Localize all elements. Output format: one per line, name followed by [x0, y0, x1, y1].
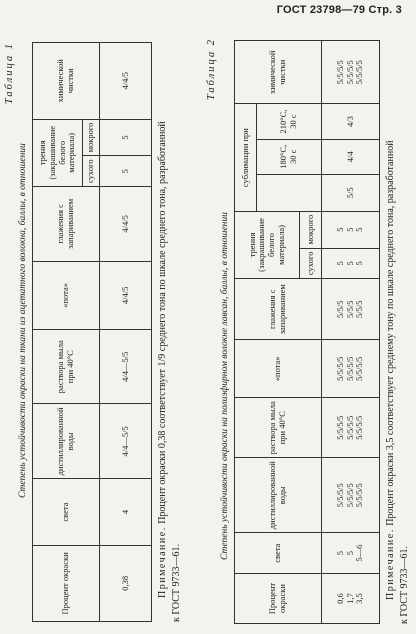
table1-head-light: света: [33, 479, 100, 545]
table1-block: [4, 38, 183, 622]
table1-head-percent: Процент окраски: [33, 545, 100, 621]
table2-col-sweat: 5/5/5/5 5/5/5/5 5/5/5/5: [322, 340, 380, 398]
table1-cell: 5: [100, 119, 152, 156]
table2-col-dry: 5 5 5: [322, 248, 380, 279]
table2-cell-sub180: 4/4: [322, 139, 380, 174]
table1-cell: 0,38: [100, 545, 152, 621]
table2-head-wet: мокрого: [300, 211, 322, 248]
table2-head-percent: Процент окраски: [235, 574, 322, 624]
table2-head-sweat: «пота»: [235, 340, 322, 398]
table2-head-sub-blank: [256, 174, 321, 211]
table2-col-distilled: 5/5/5/5 5/5/5/5 5/5/5/5: [322, 458, 380, 533]
table2-head-light: света: [235, 533, 322, 574]
table2-note-text: Процент окраски 3,5 соответствует среднему тону по шкале среднего тона, разработанной: [385, 140, 396, 526]
table1-head-friction: трения (закрашивание белого материала): [33, 119, 83, 186]
table1-cell: 4/4—5/5: [100, 330, 152, 404]
table2-cell-sub210: 4/3: [322, 104, 380, 139]
table2: [234, 40, 380, 624]
table1-cell: 4/4/5: [100, 43, 152, 120]
table2-head-sub210: 210°С, 30 с: [256, 104, 321, 139]
table1-head-soap: раствора мыла при 40°С: [33, 330, 100, 404]
table2-head-distilled: дистиллированной воды: [235, 458, 322, 533]
table1-label: Таблица 1: [4, 42, 15, 105]
table2-head-sub180: 180°С, 30 с: [256, 139, 321, 174]
table2-col-soap: 5/5/5/5 5/5/5/5 5/5/5/5: [322, 398, 380, 458]
table1-head-dry: сухого: [83, 156, 100, 187]
page-header: ГОСТ 23798—79 Стр. 3: [276, 4, 402, 16]
table2-col-ironing: 5/5/5 5/5/5 5/5/5: [322, 279, 380, 340]
table2-head-sublimation: сублимации при: [235, 104, 257, 211]
table1-head-distilled: дистиллированной воды: [33, 404, 100, 479]
table1-cell: 4: [100, 479, 152, 545]
table2-cell-sub-a: 5/5: [322, 174, 380, 211]
table2-note: [384, 34, 398, 624]
table1: [32, 42, 152, 622]
table2-col-chemical: 5/5/5/5 5/5/5/5 5/5/5/5: [322, 41, 380, 104]
table1-cell: 4/4—5/5: [100, 404, 152, 479]
table1-cell: 4/4/5: [100, 261, 152, 329]
table1-head-chemical: химической чистки: [33, 43, 100, 120]
table2-label: Таблица 2: [206, 38, 217, 101]
table2-block: [206, 34, 411, 624]
table2-col-percent: 0,6 1,7 3,5: [322, 574, 380, 624]
table2-head-friction: трения (закрашивание белого материала): [235, 211, 300, 278]
table1-head-sweat: «пота»: [33, 261, 100, 329]
table1-title: Степень устойчивости окраски на ткани из ацетатного волокна, баллы, в отношении: [18, 143, 28, 498]
table1-cell: 5: [100, 156, 152, 187]
table2-note-word: Примечание.: [385, 528, 396, 600]
table1-head-wet: мокрого: [83, 119, 100, 156]
table2-head-dry: сухого: [300, 248, 322, 279]
table2-head-chemical: химической чистки: [235, 41, 322, 104]
table1-note-line2: к ГОСТ 9733—61.: [170, 543, 182, 622]
table1-cell: 4/4/5: [100, 187, 152, 262]
table2-head-ironing: глажения с запариванием: [235, 279, 322, 340]
table1-note-word: Примечание.: [157, 526, 168, 598]
table1-note: [156, 38, 170, 622]
table2-col-wet: 5 5 5: [322, 211, 380, 248]
table1-head-ironing: глажения с запариванием: [33, 187, 100, 262]
table2-col-light: 5 5 5—6: [322, 533, 380, 574]
table2-title: Степень устойчивости окраски на полиэфирном волокне лавсан, баллы, в отношении: [220, 212, 230, 560]
table2-note-line2: к ГОСТ 9733—61.: [398, 545, 410, 624]
table1-note-text: Процент окраски 0,38 соответствует 1/9 среднего тона по шкале среднего тона, разработанной: [157, 121, 168, 524]
table2-head-soap: раствора мыла при 40°С: [235, 398, 322, 458]
